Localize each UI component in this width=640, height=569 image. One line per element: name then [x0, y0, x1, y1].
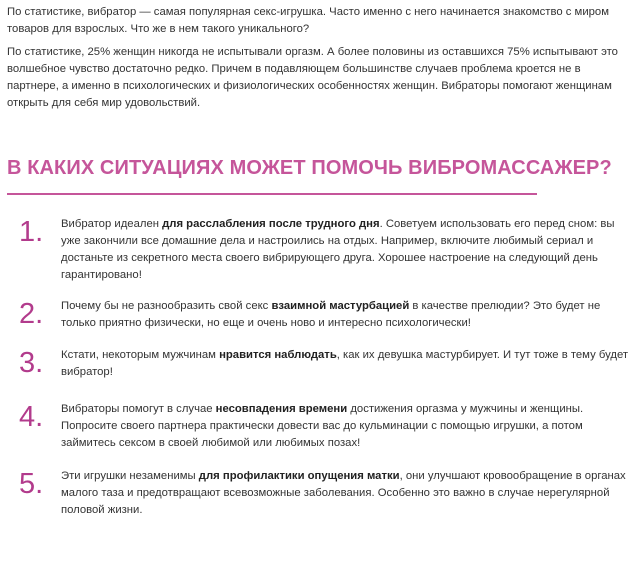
list-item-number: 4. — [19, 401, 44, 433]
list-item-text: Вибраторы помогут в случае несовпадения времени достижения оргазма у мужчины и женщины. Попросите своего партнера практически довести вас до кульминации с помощью игрушки, а потом займитесь сексом в своей любимой или любимых позах! — [61, 403, 584, 449]
list-item-number: 1. — [19, 216, 44, 248]
intro-paragraph-1: По статистике, вибратор — самая популярная секс-игрушка. Часто именно с него начинается знакомство с миром товаров для взрослых. Что же в нем такого уникального? — [7, 6, 609, 35]
list-item-text: Почему бы не разнообразить свой секс взаимной мастурбацией в качестве прелюдии? Это будет не только приятно физически, но еще и очень ново и интересно психологически! — [61, 300, 601, 329]
highlight-text: для профилактики опущения матки — [198, 470, 400, 482]
heading-underline — [7, 193, 537, 195]
highlight-text: нравится наблюдать — [219, 349, 337, 361]
highlight-text: для расслабления после трудного дня — [162, 218, 380, 230]
list-item-text: Кстати, некоторым мужчинам нравится наблюдать, как их девушка мастурбирует. И тут тоже в тему будет вибратор! — [61, 349, 629, 378]
list-item-number: 3. — [19, 347, 44, 379]
highlight-text: взаимной мастурбацией — [271, 300, 410, 312]
section-heading: В КАКИХ СИТУАЦИЯХ МОЖЕТ ПОМОЧЬ ВИБРОМАССАЖЕР? — [7, 157, 612, 179]
list-item-number: 2. — [19, 298, 44, 330]
intro-paragraph-2: По статистике, 25% женщин никогда не испытывали оргазм. А более половины из оставшихся 75% испытывают это волшебное чувство достаточно редко. Причем в подавляющем большинстве случаев проблема кроется не в партнере, а именно в психологических и физиологических особенностях женщин. Вибраторы помогают женщинам открыть для себя мир удовольствий. — [7, 46, 618, 109]
highlight-text: несовпадения времени — [215, 403, 348, 415]
list-item-text: Эти игрушки незаменимы для профилактики опущения матки, они улучшают кровообращение в органах малого таза и предотвращают всевозможные заболевания. Особенно это важно в случае нерегулярной половой жизни. — [61, 470, 626, 516]
list-item-number: 5. — [19, 468, 44, 500]
list-item-text: Вибратор идеален для расслабления после трудного дня. Советуем использовать его перед сном: вы уже закончили все домашние дела и настроились на отдых. Например, включите любимый сериал и достаньте из секретного места своего вибрирующего друга. Хорошее настроение на следующий день гарантировано! — [61, 218, 615, 281]
